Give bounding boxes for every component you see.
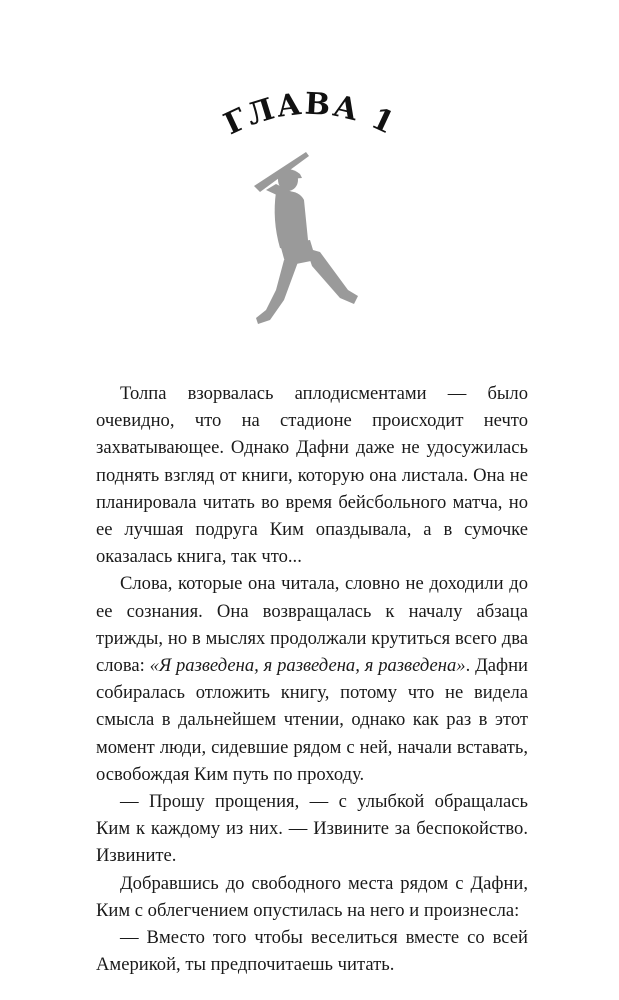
italic-quote: «Я разведена, я разведена, я разведена» (149, 655, 466, 677)
paragraph-text: Слова, которые она читала, словно не доходили до ее сознания. Она возвращалась к началу абзаца трижды, но в мыслях продолжали крутиться всего два слова: (96, 573, 528, 677)
paragraph: — Прошу прощения, — с улыбкой обращалась Ким к каждому из них. — Извините за беспокойство. Извините. (96, 791, 528, 867)
baseball-batter-silhouette-icon (236, 140, 376, 330)
paragraph: — Вместо того чтобы веселиться вместе со всей Америкой, ты предпочитаешь читать. (96, 927, 528, 976)
paragraph (96, 570, 528, 788)
paragraph: Толпа взорвалась аплодисментами — было очевидно, что на стадионе происходит нечто захватывающее. Однако Дафни даже не удосужилась поднять взгляд от книги, которую она листала. Она не планировала читать во время бейсбольного матча, но ее лучшая подруга Ким опаздывала, а в сумочке оказалась книга, так что... (96, 383, 528, 568)
chapter-title-text: ГЛАВА 1 (218, 86, 402, 143)
paragraph-text: . Дафни собиралась отложить книгу, потому что не видела смысла в дальнейшем чтении, однако как раз в этот момент люди, сидевшие рядом с ней, начали вставать, освобождая Ким путь по проходу. (96, 655, 528, 785)
paragraph: Добравшись до свободного места рядом с Дафни, Ким с облегчением опустилась на него и произнесла: (96, 872, 528, 921)
chapter-text (96, 380, 528, 978)
